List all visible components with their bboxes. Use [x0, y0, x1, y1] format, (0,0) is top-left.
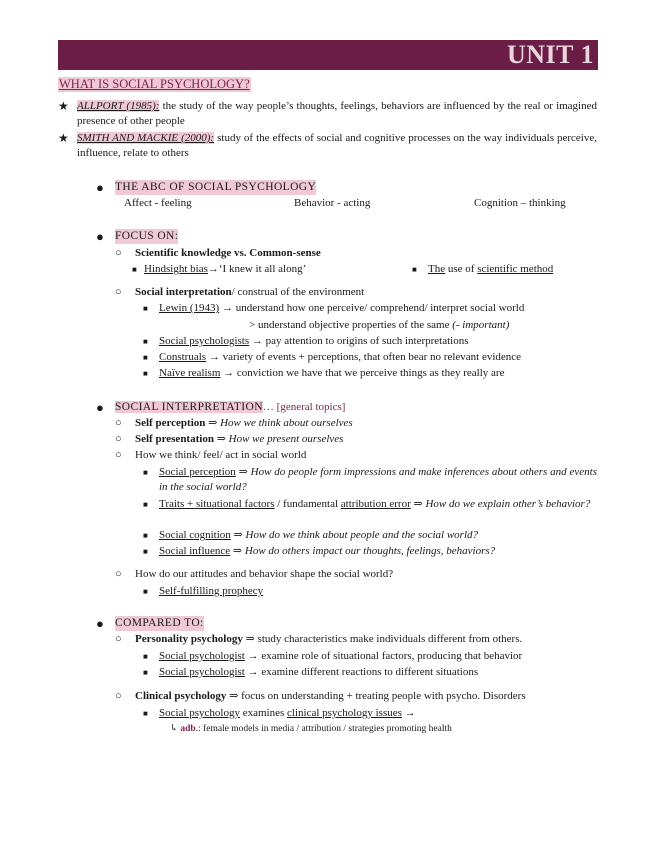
square-bullet-icon: ■	[412, 265, 417, 274]
square-bullet-icon: ■	[143, 652, 148, 661]
square-bullet-icon: ■	[143, 547, 148, 556]
square-bullet-icon: ■	[143, 668, 148, 677]
scientific-knowledge: Scientific knowledge vs. Common-sense	[135, 247, 321, 259]
circle-bullet-icon: ○	[115, 633, 122, 645]
hindsight-line: Hindsight bias→‘I knew it all along’	[144, 263, 307, 275]
circle-bullet-icon: ○	[115, 449, 122, 461]
definition-text: the study of the way people’s thoughts, feelings, behaviors are influenced by the real or imagined presence of other people	[77, 100, 597, 127]
section-heading: WHAT IS SOCIAL PSYCHOLOGY?	[59, 77, 250, 91]
definition-allport	[77, 99, 597, 129]
author-allport: ALLPORT (1985):	[77, 100, 160, 112]
square-bullet-icon: ■	[143, 709, 148, 718]
square-bullet-icon: ■	[143, 500, 148, 509]
social-psychology-line: Social psychology examines clinical psychology issues →	[159, 707, 416, 719]
hindsight-bias: Hindsight bias	[144, 263, 208, 275]
author-smith-mackie: SMITH AND MACKIE (2000):	[77, 132, 215, 144]
square-bullet-icon: ■	[143, 337, 148, 346]
social-psychologist-line-2: Social psychologist → examine different reactions to different situations	[159, 666, 479, 678]
return-arrow-icon: ↳	[170, 724, 181, 734]
ads-line: ↳ adb.: female models in media / attribution / strategies promoting health	[170, 724, 452, 734]
circle-bullet-icon: ○	[115, 568, 122, 580]
circle-bullet-icon: ○	[115, 690, 122, 702]
social-cognition-line: Social cognition ⇒ How do we think about people and the social world?	[159, 529, 479, 541]
naive-realism-line: Naïve realism → conviction we have that we perceive things as they really are	[159, 367, 505, 379]
square-bullet-icon: ■	[132, 265, 137, 274]
focus-title: FOCUS ON:	[115, 230, 179, 242]
self-perception-line: Self perception ⇒ How we think about ourselves	[135, 417, 353, 429]
circle-bullet-icon: ○	[115, 286, 122, 298]
square-bullet-icon: ■	[143, 353, 148, 362]
lewin-line: Lewin (1943) → understand how one perceive/ comprehend/ interpret social world	[159, 302, 525, 314]
social-interpretation-heading: SOCIAL INTERPRETATION… [general topics]	[115, 401, 346, 413]
circle-bullet-icon: ○	[115, 247, 122, 259]
construals-line: Construals → variety of events + perceptions, that often bear no relevant evidence	[159, 351, 522, 363]
star-bullet-icon: ★	[58, 131, 69, 145]
square-bullet-icon: ■	[143, 369, 148, 378]
personality-line: Personality psychology ⇒ study characteristics make individuals different from others.	[135, 633, 523, 645]
bullet-icon: ●	[96, 229, 104, 244]
definition-text: study of the effects of social and cognitive processes on the way individuals perceive, influence, relate to others	[77, 132, 597, 159]
clinical-line: Clinical psychology ⇒ focus on understanding + treating people with psycho. Disorders	[135, 690, 526, 702]
abc-behavior: Behavior - acting	[294, 197, 371, 209]
attitudes-line: How do our attitudes and behavior shape the social world?	[135, 568, 394, 580]
traits-line: Traits + situational factors / fundamental attribution error ⇒ How do we explain other’s behavior?	[159, 498, 591, 510]
unit-banner	[58, 40, 598, 70]
circle-bullet-icon: ○	[115, 417, 122, 429]
star-bullet-icon: ★	[58, 99, 69, 113]
social-psychologist-line-1: Social psychologist → examine role of situational factors, producing that behavior	[159, 650, 523, 662]
unit-title: UNIT 1	[506, 40, 594, 69]
social-perception-line: Social perception ⇒ How do people form impressions and make inferences about others and events in the social world?	[159, 466, 597, 493]
scientific-method-line: The use of scientific method	[428, 263, 554, 275]
bullet-icon: ●	[96, 180, 104, 195]
social-interpretation-line: Social interpretation/ construal of the environment	[135, 286, 365, 298]
square-bullet-icon: ■	[143, 587, 148, 596]
circle-bullet-icon: ○	[115, 433, 122, 445]
compared-title: COMPARED TO:	[115, 617, 204, 629]
bullet-icon: ●	[96, 616, 104, 631]
abc-cognition: Cognition – thinking	[474, 197, 566, 209]
social-psychologists-line: Social psychologists → pay attention to origins of such interpretations	[159, 335, 469, 347]
square-bullet-icon: ■	[143, 468, 148, 477]
how-we-line: How we think/ feel/ act in social world	[135, 449, 307, 461]
definition-smith-mackie	[77, 131, 597, 161]
abc-title: THE ABC OF SOCIAL PSYCHOLOGY	[115, 181, 317, 193]
square-bullet-icon: ■	[143, 531, 148, 540]
abc-affect: Affect - feeling	[124, 197, 192, 209]
objective-line: > understand objective properties of the same (- important)	[249, 319, 510, 331]
square-bullet-icon: ■	[143, 304, 148, 313]
self-fulfilling-prophecy: Self-fulfilling prophecy	[159, 585, 264, 597]
bullet-icon: ●	[96, 400, 104, 415]
social-influence-line: Social influence ⇒ How do others impact our thoughts, feelings, behaviors?	[159, 545, 496, 557]
self-presentation-line: Self presentation ⇒ How we present ourselves	[135, 433, 344, 445]
